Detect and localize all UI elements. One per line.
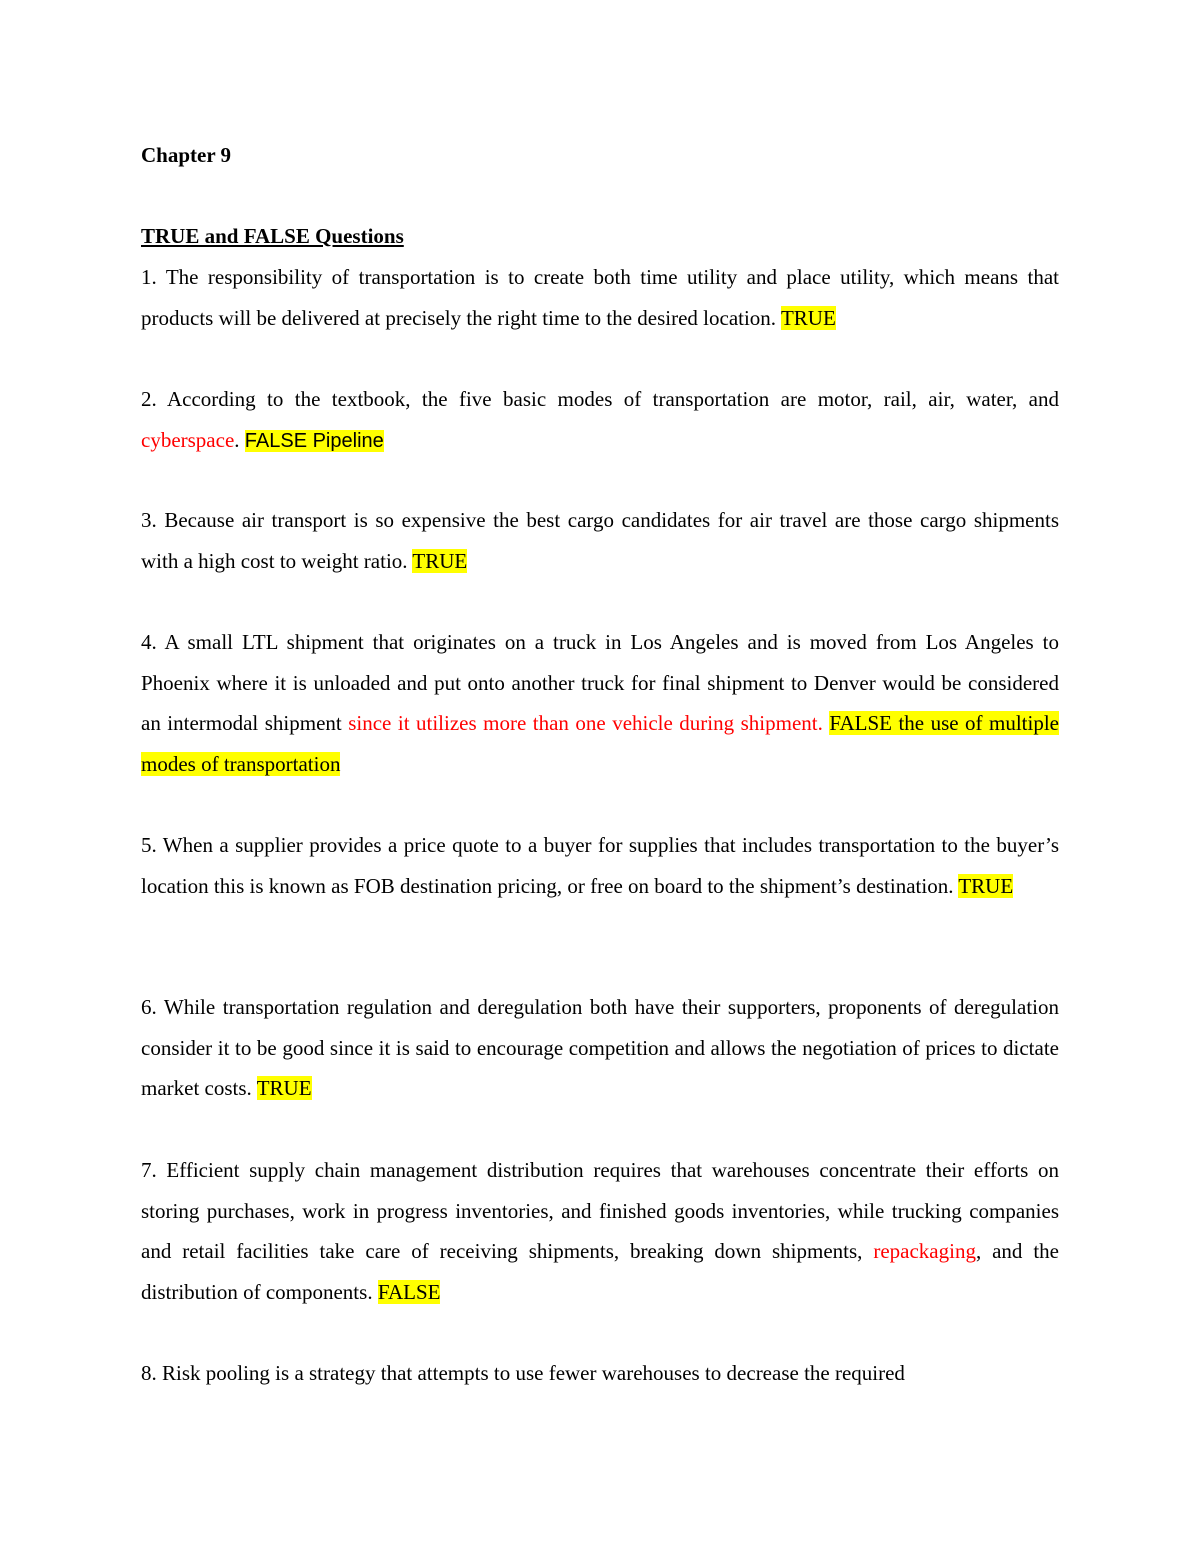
question-2 [141, 379, 1059, 461]
section-heading: TRUE and FALSE Questions [141, 224, 404, 248]
question-1-text: 1. The responsibility of transportation is to create both time utility and place utility, which means that products will be delivered at precisely the right time to the desired location. [141, 265, 1059, 330]
question-4 [141, 622, 1059, 784]
question-3 [141, 500, 1059, 581]
question-4-text: 4. A small LTL shipment that originates on a truck in Los Angeles and is moved from Los Angeles to Phoenix where it is unloaded and put onto another truck for final shipment to Denver would be considered an intermodal shipment [141, 630, 1059, 736]
question-3-answer: TRUE [412, 548, 468, 573]
question-5-text: 5. When a supplier provides a price quote to a buyer for supplies that includes transportation to the buyer’s location this is known as FOB destination pricing, or free on board to the shipment’s destination. [141, 833, 1059, 898]
question-7-text-end: , and the distribution of components. [141, 1239, 1060, 1304]
question-8-text: 8. Risk pooling is a strategy that attempts to use fewer warehouses to decrease the required [141, 1361, 905, 1385]
question-8 [141, 1353, 1059, 1394]
question-6-text: 6. While transportation regulation and deregulation both have their supporters, proponents of deregulation consider it to be good since it is said to encourage competition and allows the negotiation of prices to dictate market costs. [141, 995, 1059, 1101]
question-5 [141, 825, 1059, 906]
question-2-marked-text: cyberspace [141, 427, 235, 452]
question-7 [141, 1150, 1059, 1312]
question-6 [141, 987, 1059, 1109]
question-7-text: 7. Efficient supply chain management distribution requires that warehouses concentrate their efforts on storing purchases, work in progress inventories, and finished goods inventories, while trucking companies and retail facilities take care of receiving shipments, breaking down shipments, [141, 1158, 1059, 1264]
question-2-answer: FALSE Pipeline [244, 429, 384, 452]
question-2-text: 2. According to the textbook, the five basic modes of transportation are motor, rail, air, water, and [141, 387, 1059, 411]
question-2-text-end: . [234, 427, 240, 452]
question-6-answer: TRUE [256, 1076, 312, 1101]
question-7-answer: FALSE [377, 1279, 441, 1304]
question-3-text: 3. Because air transport is so expensive the best cargo candidates for air travel are those cargo shipments with a high cost to weight ratio. [141, 508, 1059, 573]
question-5-answer: TRUE [958, 873, 1014, 898]
question-1 [141, 257, 1059, 338]
question-4-marked-text: since it utilizes more than one vehicle during shipment. [348, 711, 823, 736]
question-1-answer: TRUE [780, 305, 836, 330]
question-4-answer: FALSE the use of multiple modes of transportation [141, 711, 1060, 776]
chapter-title: Chapter 9 [141, 143, 232, 167]
question-7-marked-text: repackaging [873, 1239, 976, 1264]
